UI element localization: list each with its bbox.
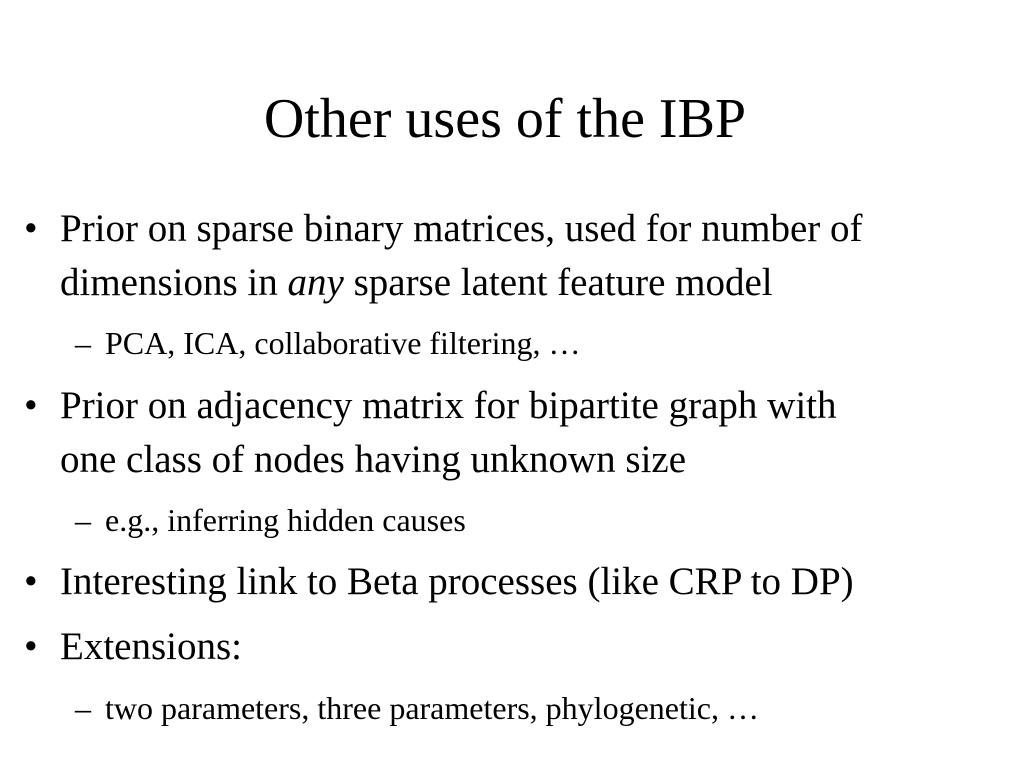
dash-icon: – <box>75 502 91 538</box>
bullet-text: Prior on adjacency matrix for bipartite graph with <box>60 384 837 427</box>
sub-bullet-text: PCA, ICA, collaborative filtering, … <box>105 325 581 361</box>
sub-bullet-item <box>75 500 466 540</box>
sub-bullet-text: e.g., inferring hidden causes <box>105 502 466 538</box>
bullet-icon: • <box>24 384 38 427</box>
sub-bullet-text: two parameters, three parameters, phylogenetic, … <box>105 690 759 726</box>
bullet-item <box>24 621 242 673</box>
bullet-continuation <box>60 434 686 486</box>
sub-bullet-item <box>75 688 759 728</box>
dash-icon: – <box>75 325 91 361</box>
sub-bullet-item <box>75 323 581 363</box>
bullet-text: Interesting link to Beta processes (like CRP to DP) <box>60 560 854 603</box>
bullet-icon: • <box>24 560 38 603</box>
bullet-icon: • <box>24 207 38 250</box>
bullet-text: Prior on sparse binary matrices, used for number of <box>60 207 863 250</box>
bullet-item <box>24 556 854 608</box>
bullet-item <box>24 380 837 432</box>
bullet-text: dimensions in <box>60 261 288 304</box>
bullet-text: one class of nodes having unknown size <box>60 438 687 481</box>
bullet-item <box>24 203 863 255</box>
slide-title: Other uses of the IBP <box>263 88 747 150</box>
emphasis-text: any <box>287 261 344 304</box>
dash-icon: – <box>75 690 91 726</box>
bullet-text: Extensions: <box>60 625 242 668</box>
bullet-continuation <box>60 257 773 309</box>
bullet-text: sparse latent feature model <box>343 261 773 304</box>
bullet-icon: • <box>24 625 38 668</box>
